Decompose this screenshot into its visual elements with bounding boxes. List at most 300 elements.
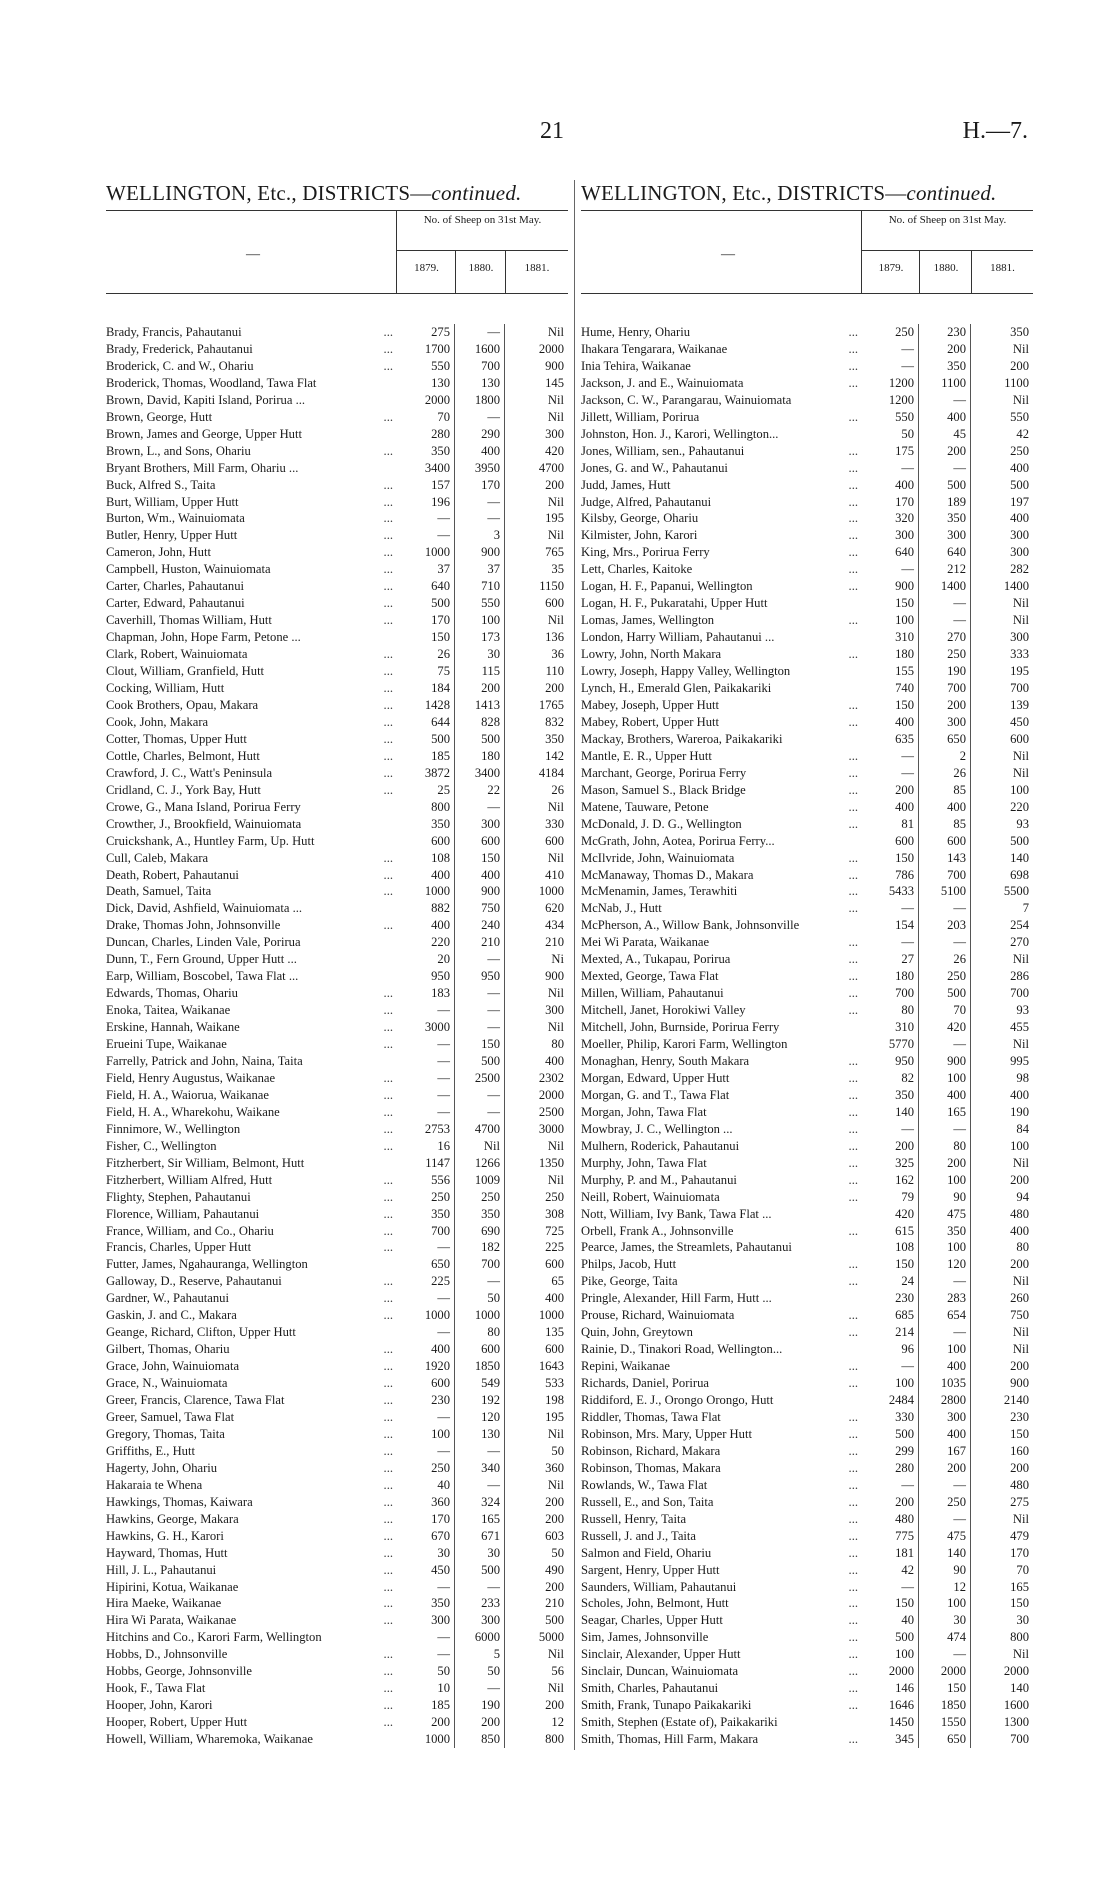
table-row: [106, 1070, 568, 1087]
owner-name-text: Judge, Alfred, Pahautanui: [581, 494, 712, 509]
table-row: [581, 1239, 1033, 1256]
owner-name-text: Death, Robert, Pahautanui: [106, 867, 239, 882]
sheep-count-1881: 1000: [538, 1308, 564, 1323]
table-row: [106, 951, 568, 968]
owner-name: [106, 833, 396, 850]
owner-name-text: Field, H. A., Waiorua, Waikanae: [106, 1087, 269, 1102]
sheep-count-1879: 108: [396, 850, 455, 867]
sheep-count-1880: 1850: [919, 1697, 971, 1714]
table-row: [581, 816, 1033, 833]
owner-name-text: Hira Wi Parata, Waikanae: [106, 1613, 237, 1628]
owner-name: [106, 595, 396, 612]
sheep-count-1879: 80: [861, 1002, 919, 1019]
table-row: [581, 477, 1033, 494]
sheep-count-1880: 350: [919, 1223, 971, 1240]
sheep-count-1880: 475: [919, 1206, 971, 1223]
left-title-main: WELLINGTON, Etc., DISTRICTS—: [106, 181, 432, 205]
owner-name: [581, 1087, 861, 1104]
sheep-count-1879: 299: [861, 1443, 919, 1460]
owner-name-text: Burt, William, Upper Hutt: [106, 494, 239, 509]
table-row: [106, 341, 568, 358]
sheep-count-1881: 450: [1010, 714, 1029, 729]
owner-name: [106, 510, 396, 527]
sheep-count-1881: 26: [551, 782, 564, 797]
owner-name: [106, 1002, 396, 1019]
sheep-count-1881: Nil: [1012, 1647, 1029, 1662]
owner-name: [106, 612, 396, 629]
sheep-count-1880: 165: [919, 1104, 971, 1121]
right-column: [581, 180, 1033, 1748]
owner-name-text: Lowry, John, North Makara: [581, 647, 722, 662]
sheep-count-1881: 4700: [538, 460, 564, 475]
owner-name: [106, 1070, 396, 1087]
sheep-count-1879: 130: [396, 375, 455, 392]
owner-name: [106, 1273, 396, 1290]
sheep-count-1879: —: [396, 1239, 455, 1256]
sheep-count-1880: 30: [919, 1612, 971, 1629]
owner-name-text: Hill, J. L., Pahautanui: [106, 1562, 217, 1577]
sheep-count-1881: 434: [545, 918, 564, 933]
owner-name-text: Riddler, Thomas, Tawa Flat: [581, 1410, 721, 1424]
sheep-count-1880: 5: [455, 1646, 505, 1663]
sheep-count-1879: 24: [861, 1273, 919, 1290]
owner-name-text: McPherson, A., Willow Bank, Johnsonville: [581, 918, 800, 933]
owner-name: [106, 1646, 396, 1663]
sheep-count-1880: 500: [455, 731, 505, 748]
owner-name-text: Smith, Thomas, Hill Farm, Makara: [581, 1732, 759, 1747]
sheep-count-1879: 1147: [396, 1155, 455, 1172]
owner-name: [581, 1053, 861, 1070]
sheep-count-1879: 181: [861, 1545, 919, 1562]
sheep-count-1880: 1266: [455, 1155, 505, 1172]
owner-name-text: Robinson, Thomas, Makara: [581, 1460, 721, 1475]
table-row: [581, 1053, 1033, 1070]
table-row: [581, 1273, 1033, 1290]
table-row: [106, 1172, 568, 1189]
sheep-count-1879: 786: [861, 867, 919, 884]
sheep-count-1879: 325: [861, 1155, 919, 1172]
sheep-count-1880: 150: [919, 1680, 971, 1697]
sheep-count-1881: 165: [1010, 1579, 1029, 1594]
owner-name: [581, 663, 861, 680]
sheep-count-1881: 160: [1010, 1443, 1029, 1458]
owner-name: [106, 697, 396, 714]
owner-name-text: Sim, James, Johnsonville: [581, 1630, 709, 1645]
owner-name-text: Seagar, Charles, Upper Hutt: [581, 1613, 723, 1628]
owner-name-text: Hume, Henry, Ohariu: [581, 325, 690, 339]
sheep-count-1880: 300: [455, 1612, 505, 1629]
table-row: [581, 697, 1033, 714]
sheep-count-1881: 150: [1010, 1426, 1029, 1441]
left-column: [106, 180, 568, 1748]
owner-name-text: McGrath, John, Aotea, Porirua Ferry...: [581, 833, 775, 848]
sheep-count-1880: 30: [455, 1545, 505, 1562]
owner-name: [581, 731, 861, 748]
sheep-count-1880: 4700: [455, 1121, 505, 1138]
owner-name: [106, 1341, 396, 1358]
table-row: [581, 544, 1033, 561]
sheep-count-1879: 40: [396, 1477, 455, 1494]
owner-name-text: Mabey, Joseph, Upper Hutt: [581, 697, 720, 712]
owner-name: [106, 799, 396, 816]
owner-name-text: Mei Wi Parata, Waikanae: [581, 935, 710, 950]
sheep-count-1880: 1600: [455, 341, 505, 358]
sheep-count-1880: 100: [919, 1172, 971, 1189]
owner-name: [581, 646, 861, 663]
sheep-count-1879: 350: [396, 1595, 455, 1612]
table-row: [581, 917, 1033, 934]
sheep-count-1880: —: [919, 612, 971, 629]
owner-name-text: Chapman, John, Hope Farm, Petone ...: [106, 630, 301, 645]
sheep-count-1880: 26: [919, 951, 971, 968]
sheep-count-1879: 214: [861, 1324, 919, 1341]
sheep-count-1879: 250: [396, 1460, 455, 1477]
table-row: [581, 1358, 1033, 1375]
sheep-count-1879: —: [861, 460, 919, 477]
table-row: [581, 1256, 1033, 1273]
sheep-count-1881: 765: [545, 545, 564, 560]
table-row: [581, 1290, 1033, 1307]
owner-name: [106, 358, 396, 375]
sheep-count-1880: —: [455, 324, 505, 341]
sheep-count-1881: 500: [1010, 833, 1029, 848]
sheep-count-1879: —: [396, 1087, 455, 1104]
owner-name: [581, 1511, 861, 1528]
sheep-count-1881: Nil: [1012, 765, 1029, 780]
sheep-count-1879: 882: [396, 900, 455, 917]
sheep-count-1879: 180: [861, 968, 919, 985]
sheep-count-1880: 212: [919, 561, 971, 578]
sheep-count-1879: 220: [396, 934, 455, 951]
table-row: [106, 1409, 568, 1426]
sheep-count-1881: 5500: [1003, 884, 1029, 899]
sheep-count-1881: 900: [545, 358, 564, 373]
sheep-count-1879: 775: [861, 1528, 919, 1545]
sheep-count-1881: 145: [545, 375, 564, 390]
owner-name: [581, 1239, 861, 1256]
owner-name: [581, 917, 861, 934]
owner-name: [106, 985, 396, 1002]
owner-name: [106, 1155, 396, 1172]
sheep-count-1879: 300: [396, 1612, 455, 1629]
owner-name-text: Hagerty, John, Ohariu: [106, 1460, 218, 1475]
owner-name: [581, 900, 861, 917]
table-row: [106, 1256, 568, 1273]
sheep-count-1879: 1200: [861, 392, 919, 409]
owner-name: [106, 375, 396, 392]
sheep-count-1881: 136: [545, 630, 564, 645]
owner-name-text: Gardner, W., Pahautanui: [106, 1291, 229, 1306]
owner-name: [106, 1256, 396, 1273]
owner-name: [106, 1545, 396, 1562]
sheep-count-1881: 600: [545, 1342, 564, 1357]
sheep-count-1880: 50: [455, 1663, 505, 1680]
owner-name-text: Rowlands, W., Tawa Flat: [581, 1477, 708, 1492]
sheep-count-1880: 167: [919, 1443, 971, 1460]
sheep-count-1880: 130: [455, 1426, 505, 1443]
sheep-count-1881: 300: [1010, 630, 1029, 645]
left-year-1881: 1881.: [524, 262, 550, 274]
table-row: [581, 985, 1033, 1002]
owner-name: [581, 595, 861, 612]
sheep-count-1879: 200: [861, 782, 919, 799]
sheep-count-1881: Nil: [1012, 1342, 1029, 1357]
sheep-count-1880: —: [455, 409, 505, 426]
owner-name-text: Gaskin, J. and C., Makara: [106, 1308, 237, 1323]
table-row: [106, 324, 568, 341]
sheep-count-1881: Nil: [1012, 596, 1029, 611]
owner-name-text: Orbell, Frank A., Johnsonville: [581, 1223, 734, 1238]
sheep-count-1880: 230: [919, 324, 971, 341]
sheep-count-1881: 50: [551, 1545, 564, 1560]
owner-name: [581, 612, 861, 629]
sheep-count-1881: 600: [1010, 731, 1029, 746]
owner-name: [581, 1206, 861, 1223]
sheep-count-1881: 230: [1010, 1410, 1029, 1424]
owner-name: [106, 1358, 396, 1375]
table-row: [106, 595, 568, 612]
sheep-count-1880: 550: [455, 595, 505, 612]
sheep-count-1881: 698: [1010, 867, 1029, 882]
sheep-count-1880: 700: [455, 1256, 505, 1273]
sheep-count-1881: 400: [1010, 1087, 1029, 1102]
sheep-count-1879: 146: [861, 1680, 919, 1697]
sheep-count-1879: 27: [861, 951, 919, 968]
table-row: [106, 782, 568, 799]
sheep-count-1881: 700: [1010, 681, 1029, 696]
sheep-count-1879: 108: [861, 1239, 919, 1256]
owner-name: [106, 1104, 396, 1121]
owner-name: [581, 324, 861, 341]
sheep-count-1881: 400: [545, 1291, 564, 1306]
owner-name: [106, 1239, 396, 1256]
sheep-count-1880: —: [455, 1273, 505, 1290]
sheep-count-1879: 50: [396, 1663, 455, 1680]
sheep-count-1881: 36: [551, 647, 564, 662]
sheep-count-1881: Ni: [551, 952, 564, 967]
sheep-count-1880: 700: [919, 867, 971, 884]
sheep-count-1881: 140: [1010, 1681, 1029, 1696]
sheep-count-1881: 94: [1016, 1189, 1029, 1204]
owner-name-text: Repini, Waikanae: [581, 1359, 670, 1374]
table-row: [581, 1087, 1033, 1104]
sheep-count-1879: 644: [396, 714, 455, 731]
owner-name: [581, 1714, 861, 1731]
sheep-count-1881: 84: [1016, 1121, 1029, 1136]
owner-name-text: Brown, L., and Sons, Ohariu: [106, 443, 251, 458]
table-row: [581, 1663, 1033, 1680]
sheep-count-1881: Nil: [1012, 748, 1029, 763]
owner-name-text: Smith, Frank, Tunapo Paikakariki: [581, 1698, 752, 1713]
owner-name-text: Campbell, Huston, Wainuiomata: [106, 562, 271, 577]
sheep-count-1880: —: [455, 985, 505, 1002]
owner-name: [106, 527, 396, 544]
table-row: [106, 1121, 568, 1138]
owner-name-text: Jackson, J. and E., Wainuiomata: [581, 375, 744, 390]
owner-name: [106, 680, 396, 697]
sheep-count-1880: 400: [919, 409, 971, 426]
owner-name-text: Morgan, Edward, Upper Hutt: [581, 1070, 730, 1085]
sheep-count-1880: —: [919, 595, 971, 612]
table-row: [581, 341, 1033, 358]
owner-name-text: Judd, James, Hutt: [581, 477, 671, 492]
sheep-count-1881: 400: [545, 1053, 564, 1068]
owner-name: [581, 1579, 861, 1596]
sheep-count-1879: 700: [396, 1223, 455, 1240]
table-row: [581, 443, 1033, 460]
sheep-count-1879: 250: [396, 1189, 455, 1206]
sheep-count-1880: 270: [919, 629, 971, 646]
owner-name-text: Grace, John, Wainuiomata: [106, 1359, 240, 1374]
owner-name-text: Field, Henry Augustus, Waikanae: [106, 1070, 276, 1085]
owner-name: [106, 1409, 396, 1426]
owner-name-text: McDonald, J. D. G., Wellington: [581, 816, 742, 831]
sheep-count-1879: —: [861, 1121, 919, 1138]
sheep-count-1880: —: [455, 951, 505, 968]
sheep-count-1880: 180: [455, 748, 505, 765]
sheep-count-1881: 420: [545, 443, 564, 458]
table-row: [581, 1138, 1033, 1155]
table-row: [581, 578, 1033, 595]
sheep-count-1880: Nil: [455, 1138, 505, 1155]
table-row: [106, 1104, 568, 1121]
sheep-count-1881: Nil: [547, 850, 564, 865]
owner-name: [106, 1595, 396, 1612]
sheep-count-1880: 671: [455, 1528, 505, 1545]
sheep-count-1879: 82: [861, 1070, 919, 1087]
document-reference: H.—7.: [962, 118, 1028, 144]
owner-name: [581, 1172, 861, 1189]
owner-name: [106, 578, 396, 595]
sheep-count-1881: 260: [1010, 1291, 1029, 1306]
sheep-count-1879: 320: [861, 510, 919, 527]
sheep-count-1880: —: [919, 1121, 971, 1138]
sheep-count-1879: 37: [396, 561, 455, 578]
owner-name-text: Logan, H. F., Papanui, Wellington: [581, 579, 753, 594]
sheep-count-1880: 475: [919, 1528, 971, 1545]
sheep-count-1879: 70: [396, 409, 455, 426]
sheep-count-1881: 1300: [1003, 1715, 1029, 1730]
sheep-count-1879: 100: [396, 1426, 455, 1443]
owner-name-text: Lett, Charles, Kaitoke: [581, 562, 693, 577]
owner-name: [581, 1697, 861, 1714]
sheep-count-1881: 600: [545, 1257, 564, 1272]
sheep-count-1879: 5433: [861, 883, 919, 900]
owner-name-text: Cruickshank, A., Huntley Farm, Up. Hutt: [106, 833, 315, 848]
sheep-count-1880: 300: [919, 1409, 971, 1426]
owner-name-text: London, Harry William, Pahautanui ...: [581, 630, 775, 645]
owner-name-text: Cameron, John, Hutt: [106, 545, 211, 560]
sheep-count-1880: 200: [455, 1714, 505, 1731]
table-row: [106, 494, 568, 511]
sheep-count-1879: 350: [396, 1206, 455, 1223]
owner-name-text: Mantle, E. R., Upper Hutt: [581, 748, 712, 763]
sheep-count-1881: 500: [545, 1613, 564, 1628]
sheep-count-1880: 300: [919, 714, 971, 731]
sheep-count-1879: 350: [396, 816, 455, 833]
owner-name: [106, 714, 396, 731]
sheep-count-1879: 170: [396, 1511, 455, 1528]
table-row: [581, 1324, 1033, 1341]
sheep-count-1880: 350: [455, 1206, 505, 1223]
owner-name: [106, 883, 396, 900]
sheep-count-1879: —: [861, 1477, 919, 1494]
sheep-count-1881: Nil: [547, 986, 564, 1001]
sheep-count-1881: 210: [545, 935, 564, 950]
owner-name-text: Hobbs, George, Johnsonville: [106, 1664, 252, 1679]
sheep-count-1881: 200: [545, 1698, 564, 1713]
owner-name-text: Crawford, J. C., Watt's Peninsula: [106, 765, 273, 780]
right-year-1880: 1880.: [933, 262, 959, 274]
owner-name: [106, 867, 396, 884]
sheep-count-1881: 200: [1010, 358, 1029, 373]
owner-name-text: Richards, Daniel, Porirua: [581, 1376, 710, 1391]
owner-name-text: Hayward, Thomas, Hutt: [106, 1545, 228, 1560]
sheep-count-1880: —: [455, 1579, 505, 1596]
sheep-count-1880: —: [919, 1477, 971, 1494]
owner-name-text: King, Mrs., Porirua Ferry: [581, 545, 710, 560]
owner-name-text: Hawkings, Thomas, Kaiwara: [106, 1494, 253, 1509]
sheep-count-1879: 1450: [861, 1714, 919, 1731]
table-row: [581, 510, 1033, 527]
owner-name: [581, 1019, 861, 1036]
table-row: [581, 426, 1033, 443]
owner-name-text: Galloway, D., Reserve, Pahautanui: [106, 1274, 282, 1289]
owner-name: [106, 1172, 396, 1189]
owner-name-text: Dick, David, Ashfield, Wainuiomata ...: [106, 901, 303, 916]
table-row: [581, 1494, 1033, 1511]
table-row: [106, 561, 568, 578]
owner-name-text: Finnimore, W., Wellington: [106, 1121, 241, 1136]
sheep-count-1879: 550: [396, 358, 455, 375]
owner-name: [581, 510, 861, 527]
table-row: [581, 1595, 1033, 1612]
sheep-count-1879: 400: [861, 477, 919, 494]
table-row: [581, 409, 1033, 426]
owner-name: [581, 392, 861, 409]
sheep-count-1879: 96: [861, 1341, 919, 1358]
sheep-count-1881: 2500: [538, 1104, 564, 1119]
sheep-count-1880: 1413: [455, 697, 505, 714]
owner-name-text: Flighty, Stephen, Pahautanui: [106, 1189, 251, 1204]
sheep-count-1879: 100: [861, 612, 919, 629]
sheep-count-1879: —: [396, 1036, 455, 1053]
table-row: [581, 867, 1033, 884]
table-row: [106, 426, 568, 443]
sheep-count-1880: 400: [455, 867, 505, 884]
sheep-count-1880: 170: [455, 477, 505, 494]
table-row: [106, 646, 568, 663]
owner-name-text: Quin, John, Greytown: [581, 1325, 693, 1340]
sheep-count-1879: —: [861, 1579, 919, 1596]
owner-name: [581, 1375, 861, 1392]
sheep-count-1879: —: [861, 1358, 919, 1375]
owner-name-text: Cottle, Charles, Belmont, Hutt: [106, 748, 260, 763]
owner-name-text: Gilbert, Thomas, Ohariu: [106, 1342, 230, 1357]
sheep-count-1880: 5100: [919, 883, 971, 900]
sheep-count-1880: 700: [455, 358, 505, 375]
sheep-count-1879: 310: [861, 1019, 919, 1036]
sheep-count-1881: 300: [1010, 528, 1029, 543]
owner-name-text: Brown, George, Hutt: [106, 409, 213, 424]
table-row: [106, 375, 568, 392]
sheep-count-1880: 120: [919, 1256, 971, 1273]
sheep-count-1880: 100: [919, 1341, 971, 1358]
sheep-count-1879: —: [396, 1002, 455, 1019]
sheep-count-1879: 3872: [396, 765, 455, 782]
sheep-count-1880: 80: [919, 1138, 971, 1155]
sheep-count-1881: 275: [1010, 1494, 1029, 1509]
